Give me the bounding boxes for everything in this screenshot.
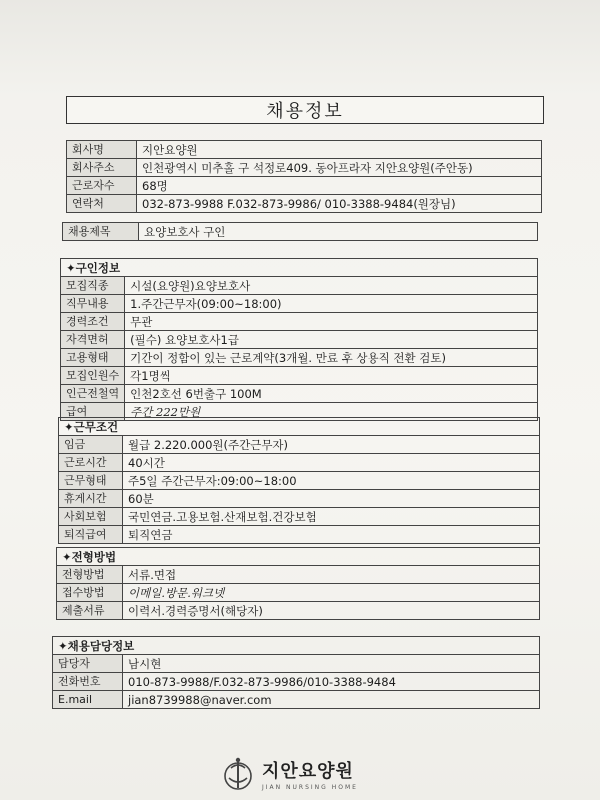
table-row — [67, 159, 542, 177]
table-row — [67, 177, 542, 195]
row-label: 모집직종 — [61, 277, 125, 295]
table-row — [61, 313, 538, 331]
table-row — [53, 673, 540, 691]
section-header-row — [61, 259, 538, 277]
table-row — [61, 367, 538, 385]
table-row — [59, 454, 540, 472]
document-title: 채용정보 — [266, 101, 344, 122]
nursing-home-logo — [220, 752, 390, 796]
posting-table — [62, 222, 538, 241]
row-value: 인천2호선 6번출구 100M — [125, 385, 538, 403]
posting-title-value: 요양보호사 구인 — [139, 223, 538, 241]
email-value: jian8739988@naver.com — [123, 691, 540, 709]
recruit-table — [60, 258, 538, 421]
row-value: 퇴직연금 — [123, 526, 540, 544]
row-value: 각1명씩 — [125, 367, 538, 385]
row-value: 월급 2.220.000원(주간근무자) — [123, 436, 540, 454]
salary-handwritten-value: 주간 222만원 — [125, 403, 538, 421]
contact-table — [52, 636, 540, 709]
selection-section-header: ✦전형방법 — [57, 548, 540, 566]
row-label: 경력조건 — [61, 313, 125, 331]
row-label: 근로시간 — [59, 454, 123, 472]
emblem-icon — [220, 754, 256, 794]
recruit-section-header: ✦구인정보 — [61, 259, 538, 277]
row-label: 자격면허 — [61, 331, 125, 349]
table-row — [63, 223, 538, 241]
table-row — [59, 526, 540, 544]
row-value: 이메일.방문.워크넷 — [123, 584, 540, 602]
company-table — [66, 140, 542, 213]
row-label: 제출서류 — [57, 602, 123, 620]
table-row — [57, 602, 540, 620]
company-address-label: 회사주소 — [67, 159, 137, 177]
contact-section-header: ✦채용담당정보 — [53, 637, 540, 655]
row-label: 임금 — [59, 436, 123, 454]
row-value: 무관 — [125, 313, 538, 331]
table-row — [53, 691, 540, 709]
row-value: 이력서.경력증명서(해당자) — [123, 602, 540, 620]
contact-value: 032-873-9988 F.032-873-9986/ 010-3388-9484(원장님) — [137, 195, 542, 213]
table-row — [61, 295, 538, 313]
selection-table — [56, 547, 540, 620]
row-value: (필수) 요양보호사1급 — [125, 331, 538, 349]
table-row — [61, 385, 538, 403]
row-value: 기간이 정함이 있는 근로계약(3개월. 만료 후 상용직 전환 검토) — [125, 349, 538, 367]
table-row — [61, 277, 538, 295]
row-label: E.mail — [53, 691, 123, 709]
row-label: 고용형태 — [61, 349, 125, 367]
section-header-row — [53, 637, 540, 655]
table-row — [57, 584, 540, 602]
row-value: 국민연금.고용보험.산재보험.건강보험 — [123, 508, 540, 526]
posting-title-label: 채용제목 — [63, 223, 139, 241]
row-value: 40시간 — [123, 454, 540, 472]
company-name-value: 지안요양원 — [137, 141, 542, 159]
employee-count-label: 근로자수 — [67, 177, 137, 195]
table-row — [67, 141, 542, 159]
row-value: 010-873-9988/F.032-873-9986/010-3388-9484 — [123, 673, 540, 691]
row-label: 전형방법 — [57, 566, 123, 584]
document-title-box — [66, 96, 544, 124]
row-label: 휴게시간 — [59, 490, 123, 508]
row-label: 급여 — [61, 403, 125, 421]
row-label: 근무형태 — [59, 472, 123, 490]
table-row — [59, 508, 540, 526]
table-row — [53, 655, 540, 673]
table-row — [57, 566, 540, 584]
table-row — [59, 472, 540, 490]
row-label: 모집인원수 — [61, 367, 125, 385]
section-header-row — [59, 418, 540, 436]
row-label: 접수방법 — [57, 584, 123, 602]
row-value: 서류.면접 — [123, 566, 540, 584]
company-address-value: 인천광역시 미추홀 구 석정로409. 동아프라자 지안요양원(주안동) — [137, 159, 542, 177]
company-name-label: 회사명 — [67, 141, 137, 159]
row-label: 사회보험 — [59, 508, 123, 526]
table-row — [59, 436, 540, 454]
contact-label: 연락처 — [67, 195, 137, 213]
section-header-row — [57, 548, 540, 566]
conditions-table — [58, 417, 540, 544]
row-value: 남시현 — [123, 655, 540, 673]
row-label: 인근전철역 — [61, 385, 125, 403]
row-label: 퇴직급여 — [59, 526, 123, 544]
row-value: 시설(요양원)요양보호사 — [125, 277, 538, 295]
row-value: 1.주간근무자(09:00~18:00) — [125, 295, 538, 313]
table-row — [61, 349, 538, 367]
row-value: 주5일 주간근무자:09:00~18:00 — [123, 472, 540, 490]
row-value: 60분 — [123, 490, 540, 508]
table-row — [61, 331, 538, 349]
row-label: 전화번호 — [53, 673, 123, 691]
table-row — [67, 195, 542, 213]
conditions-section-header: ✦근무조건 — [59, 418, 540, 436]
row-label: 직무내용 — [61, 295, 125, 313]
logo-english-name: JIAN NURSING HOME — [262, 784, 358, 791]
employee-count-value: 68명 — [137, 177, 542, 195]
row-label: 담당자 — [53, 655, 123, 673]
table-row — [59, 490, 540, 508]
logo-korean-name: 지안요양원 — [262, 761, 354, 782]
